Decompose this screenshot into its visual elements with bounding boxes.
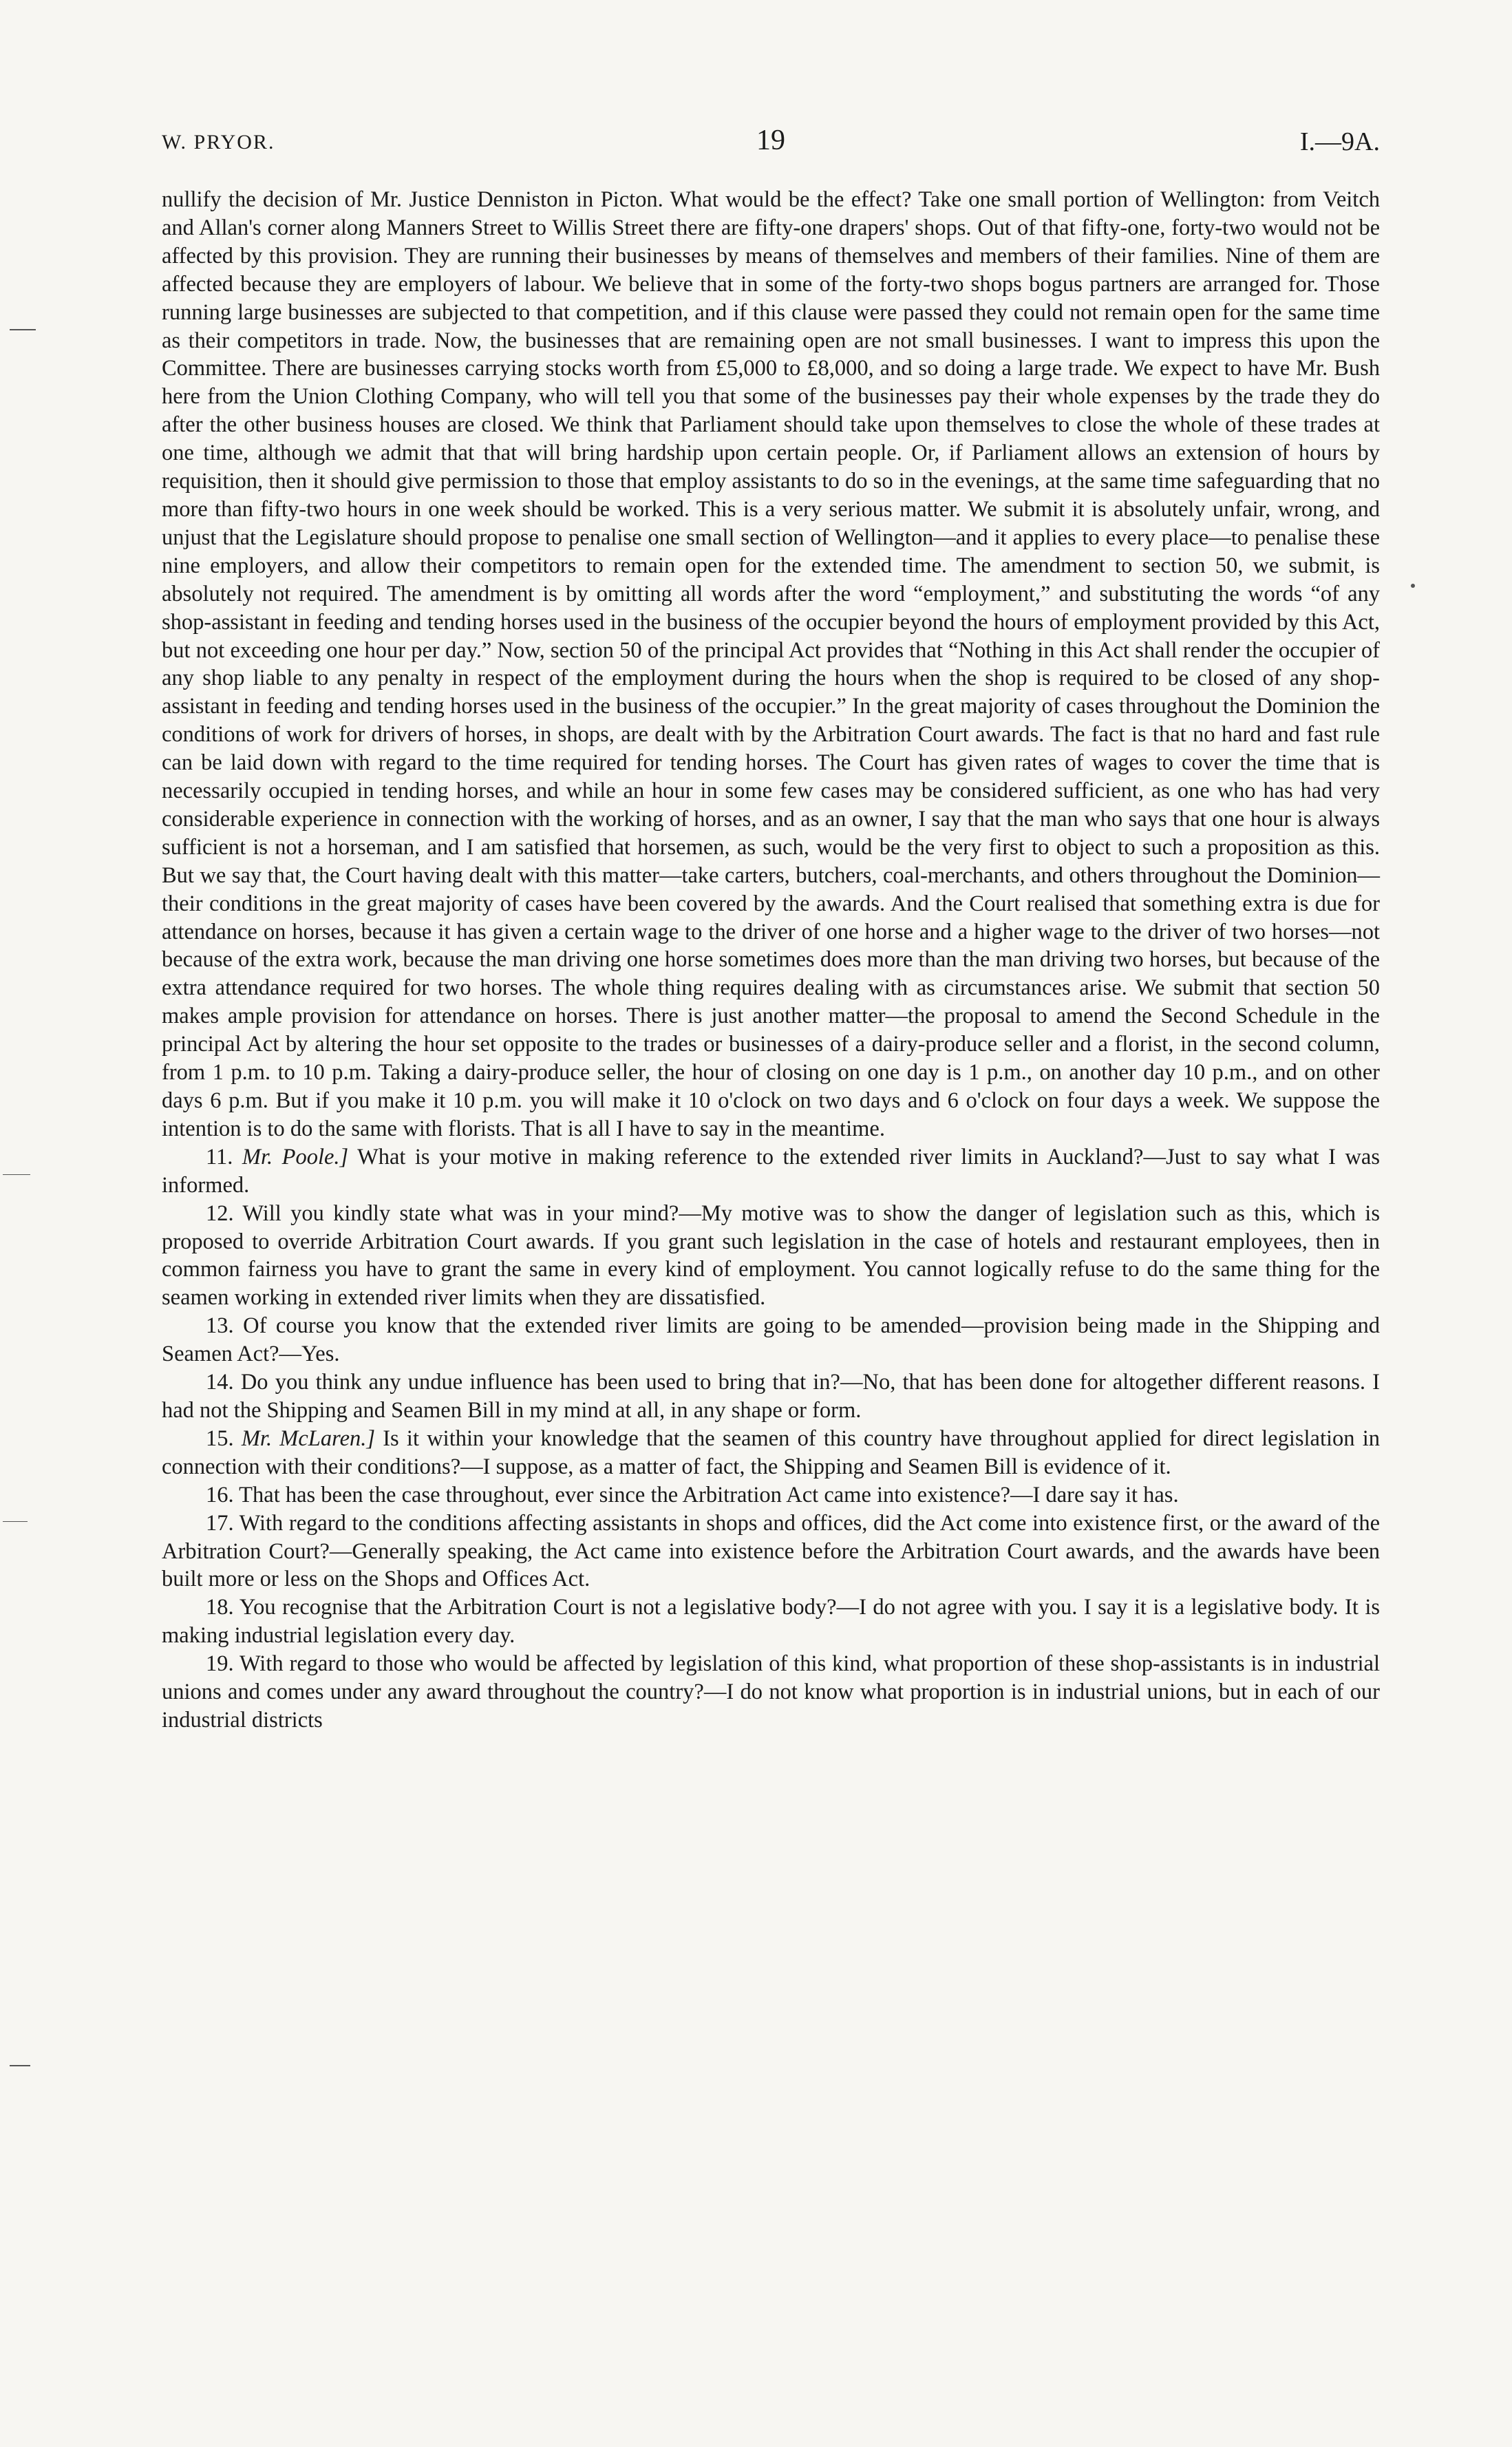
qa-number: 18.: [206, 1595, 234, 1620]
qa-paragraph-16: [162, 1481, 1380, 1509]
qa-paragraph-11: [162, 1143, 1380, 1200]
qa-number: 12.: [206, 1200, 234, 1226]
qa-text: Will you kindly state what was in your mind?—My motive was to show the danger of legislation such as this, which is proposed to override Arbitration Court awards. If you grant such legislation in the case of hotels and restaurant employees, then in common fairness you have to grant the same in every kind of employment. You cannot logically refuse to do the same thing for the seamen working in extended river limits when they are dissatisfied.: [162, 1200, 1380, 1311]
qa-text: Is it within your knowledge that the seamen of this country have throughout applied for direct legislation in connection with their conditions?—I suppose, as a matter of fact, the Shipping and Seamen Bill is evidence of it.: [162, 1426, 1380, 1479]
qa-number: 13.: [206, 1313, 234, 1339]
qa-paragraph-12: [162, 1200, 1380, 1313]
qa-number: 14.: [206, 1370, 234, 1395]
qa-paragraph-17: [162, 1509, 1380, 1594]
qa-number: 11.: [206, 1144, 233, 1169]
intro-paragraph: nullify the decision of Mr. Justice Denniston in Picton. What would be the effect? Take one small portion of Wellington: from Veitch and Allan's corner along Manners Street to Willis Street there are fifty-one drapers' shops. Out of that fifty-one, forty-two would not be affected by this provision. They are running their businesses by means of themselves and members of their families. Nine of them are affected because they are employers of labour. We believe that in some of the forty-two shops bogus partners are arranged for. Those running large businesses are subjected to that competition, and if this clause were passed they could not remain open for the same time as their competitors in trade. Now, the businesses that are remaining open are not small businesses. I want to impress this upon the Committee. There are businesses carrying stocks worth from £5,000 to £8,000, and so doing a large trade. We expect to have Mr. Bush here from the Union Clothing Company, who will tell you that some of the businesses pay their whole expenses by the trade they do after the other business houses are closed. We think that Parliament should take upon themselves to close the whole of these trades at one time, although we admit that that will bring hardship upon certain people. Or, if Parliament allows an extension of hours by requisition, then it should give permission to those that employ assistants to do so in the evenings, at the same time safeguarding that no more than fifty-two hours in one week should be worked. This is a very serious matter. We submit it is absolutely unfair, wrong, and unjust that the Legislature should propose to penalise one small section of Wellington—and it applies to every place—to penalise these nine employers, and allow their competitors to remain open for the extended time. The amendment to section 50, we submit, is absolutely not required. The amendment is by omitting all words after the word “employment,” and substituting the words “of any shop-assistant in feeding and tending horses used in the business of the occupier beyond the hours of employment provided by this Act, but not exceeding one hour per day.” Now, section 50 of the principal Act provides that “Nothing in this Act shall render the occupier of any shop liable to any penalty in respect of the employment during the hours when the shop is required to be closed of any shop-assistant in feeding and tending horses used in the business of the occupier.” In the great majority of cases throughout the Dominion the conditions of work for drivers of horses, in shops, are dealt with by the Arbitration Court awards. The fact is that no hard and fast rule can be laid down with regard to the time required for tending horses. The Court has given rates of wages to cover the time that is necessarily occupied in tending horses, and while an hour in some few cases may be considered sufficient, as one who has had very considerable experience in connection with the working of horses, and as an owner, I say that the man who says that one hour is always sufficient is not a horseman, and I am satisfied that horsemen, as such, would be the very first to object to such a proposition as this. But we say that, the Court having dealt with this matter—take carters, butchers, coal-merchants, and others throughout the Dominion—their conditions in the great majority of cases have been covered by the awards. And the Court realised that something extra is due for attendance on horses, because it has given a certain wage to the driver of one horse and a higher wage to the driver of two horses—not because of the extra work, because the man driving one horse sometimes does more than the man driving two horses, but because of the extra attendance required for two horses. The whole thing requires dealing with as circumstances arise. We submit that section 50 makes ample provision for attendance on horses. There is just another matter—the proposal to amend the Second Schedule in the principal Act by altering the hour set opposite to the trades or businesses of a dairy-produce seller and a florist, in the second column, from 1 p.m. to 10 p.m. Taking a dairy-produce seller, the hour of closing on one day is 1 p.m., on another day 10 p.m., and on other days 6 p.m. But if you make it 10 p.m. you will make it 10 o'clock on two days and 6 o'clock on four days a week. We suppose the intention is to do the same with florists. That is all I have to say in the meantime.: [162, 187, 1380, 1141]
qa-text: With regard to the conditions affecting assistants in shops and offices, did the Act come into existence first, or the award of the Arbitration Court?—Generally speaking, the Act came into existence before the Arbitration Court awards, and the awards have been built more or less on the Shops and Offices Act.: [162, 1510, 1380, 1592]
qa-text: Of course you know that the extended river limits are going to be amended—provision being made in the Shipping and Seamen Act?—Yes.: [162, 1313, 1381, 1367]
page-header: [162, 124, 1380, 172]
qa-text: Do you think any undue influence has been used to bring that in?—No, that has been done for altogether different reasons. I had not the Shipping and Seamen Bill in my mind at all, in any shape or form.: [162, 1370, 1381, 1423]
margin-mark: [10, 2065, 30, 2066]
qa-speaker: Mr. Poole.]: [242, 1144, 349, 1169]
qa-paragraph-18: [162, 1593, 1380, 1650]
qa-paragraph-13: [162, 1312, 1380, 1368]
qa-number: 16.: [206, 1482, 234, 1507]
header-document-code: I.—9A.: [1299, 127, 1380, 156]
header-witness-name: W. PRYOR.: [162, 131, 275, 153]
margin-mark: [3, 1521, 28, 1522]
margin-mark: [1411, 584, 1415, 588]
qa-paragraph-19: [162, 1650, 1380, 1735]
margin-mark: [3, 1174, 30, 1175]
qa-paragraph-15: [162, 1425, 1380, 1481]
page-number: 19: [756, 125, 785, 156]
qa-text: What is your motive in making reference to the extended river limits in Auckland?—Just to say what I was informed.: [162, 1144, 1381, 1198]
qa-text: With regard to those who would be affected by legislation of this kind, what proportion of these shop-assistants is in industrial unions and comes under any award throughout the country?—I do not know what proportion is in industrial unions, but in each of our industrial districts: [162, 1651, 1380, 1733]
qa-speaker: Mr. McLaren.]: [241, 1426, 376, 1451]
qa-number: 17.: [206, 1510, 234, 1536]
qa-number: 19.: [206, 1651, 234, 1677]
document-page: [162, 124, 1380, 1735]
margin-mark: [10, 329, 36, 330]
qa-paragraph-14: [162, 1368, 1380, 1425]
body-text: [162, 186, 1380, 1735]
qa-text: That has been the case throughout, ever since the Arbitration Act came into existence?—I dare say it has.: [239, 1482, 1179, 1507]
qa-text: You recognise that the Arbitration Court is not a legislative body?—I do not agree with you. I say it is a legislative body. It is making industrial legislation every day.: [162, 1595, 1381, 1649]
qa-number: 15.: [206, 1426, 234, 1451]
